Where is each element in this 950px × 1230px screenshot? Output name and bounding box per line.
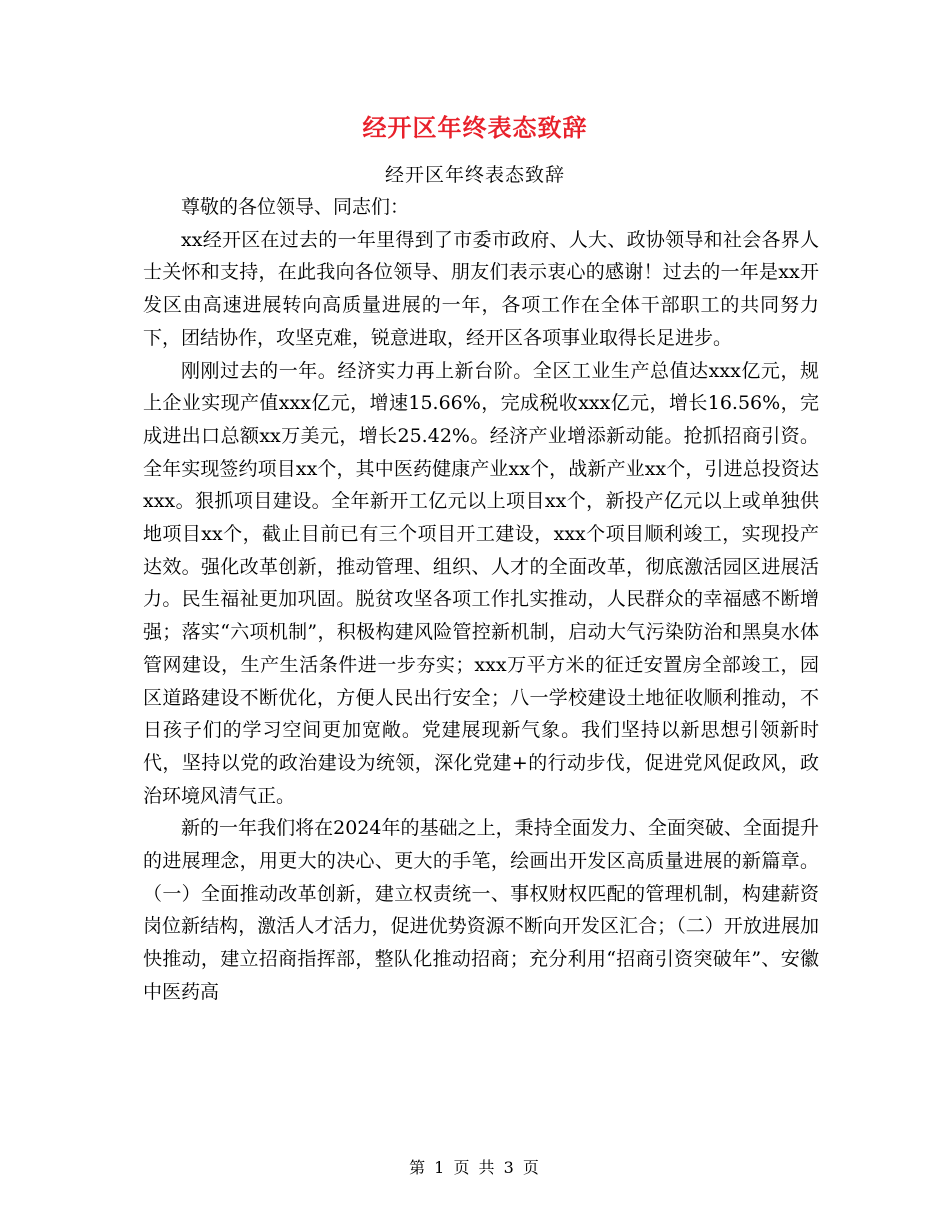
body-paragraph: 新的一年我们将在2024年的基础之上，秉持全面发力、全面突破、全面提升的进展理念，用更大的决心、更大的手笔，绘画出开发区高质量进展的新篇章。（一）全面推动改革创新，建立权责统一、事权财权匹配的管理机制，构建薪资岗位新结构，激活人才活力，促进优势资源不断向开发区汇合；（二）开放进展加快推动，建立招商指挥部，整队化推动招商；充分利用“招商引资突破年”、安徽中医药高 bbox=[143, 817, 819, 1003]
body-paragraph: 刚刚过去的一年。经济实力再上新台阶。全区工业生产总值达xxx亿元，规上企业实现产值xxx亿元，增速15.66%，完成税收xxx亿元，增长16.56%，完成进出口总额xx万美元，增长25.42%。经济产业增添新动能。抢抓招商引资。全年实现签约项目xx个，其中医药健康产业xx个，战新产业xx个，引进总投资达xxx。狠抓项目建设。全年新开工亿元以上项目xx个，新投产亿元以上或单独供地项目xx个，截止目前已有三个项目开工建设，xxx个项目顺利竣工，实现投产达效。强化改革创新，推动管理、组织、人才的全面改革，彻底激活园区进展活力。民生福祉更加巩固。脱贫攻坚各项工作扎实推动，人民群众的幸福感不断增强；落实“六项机制”，积极构建风险管控新机制，启动大气污染防治和黑臭水体管网建设，生产生活条件进一步夯实；xxx万平方米的征迁安置房全部竣工，园区道路建设不断优化，方便人民出行安全；八一学校建设土地征收顺利推动，不日孩子们的学习空间更加宽敞。党建展现新气象。我们坚持以新思想引领新时代，坚持以党的政治建设为统领，深化党建+的行动步伐，促进党风促政风，政治环境风清气正。 bbox=[143, 359, 819, 807]
document-subtitle: 经开区年终表态致辞 bbox=[384, 164, 565, 186]
document-body bbox=[143, 191, 819, 1009]
body-paragraph: xx经开区在过去的一年里得到了市委市政府、人大、政协领导和社会各界人士关怀和支持，在此我向各位领导、朋友们表示衷心的感谢！过去的一年是xx开发区由高速进展转向高质量进展的一年，各项工作在全体干部职工的共同努力下，团结协作，攻坚克难，锐意进取，经开区各项事业取得长足进步。 bbox=[143, 228, 819, 349]
salutation-paragraph: 尊敬的各位领导、同志们： bbox=[181, 196, 410, 218]
page-number-footer: 第 1 页 共 3 页 bbox=[409, 1158, 541, 1177]
document-title: 经开区年终表态致辞 bbox=[362, 113, 588, 142]
